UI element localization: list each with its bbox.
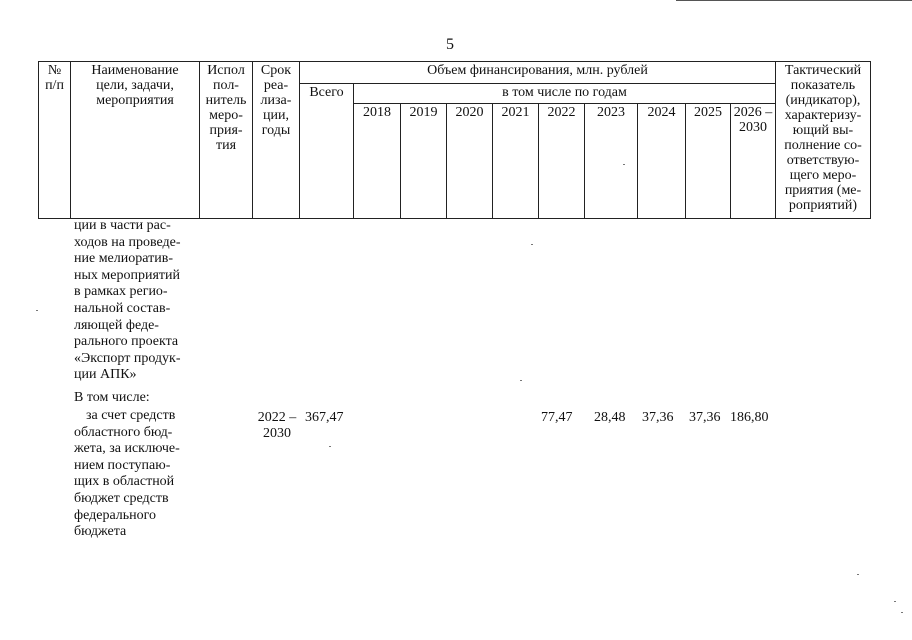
in-total-label: В том числе: — [74, 390, 150, 405]
col-total-header: Всего — [300, 84, 354, 219]
value-2023: 28,48 — [594, 410, 626, 425]
year-header: 2026 – 2030 — [731, 104, 776, 219]
top-rule-line — [676, 0, 912, 1]
col-by-years-header: в том числе по годам — [354, 84, 776, 104]
scan-speck — [623, 164, 625, 165]
year-header: 2025 — [686, 104, 731, 219]
year-header: 2023 — [585, 104, 638, 219]
year-header: 2018 — [354, 104, 401, 219]
year-header: 2024 — [638, 104, 686, 219]
continued-measure-text: ции в части рас- ходов на проведе- ние мелиоратив- ных мероприятий в рамках регио- нальной состав- ляющей феде- рального проекта «Экспорт продук- ции АПК» — [74, 218, 181, 383]
col-number-header: № п/п — [39, 62, 71, 219]
col-executor-header: Испол пол- нитель меро- прия- тия — [200, 62, 253, 219]
year-header: 2022 — [539, 104, 585, 219]
scan-speck — [36, 310, 38, 311]
col-term-header: Срок реа- лиза- ции, годы — [253, 62, 300, 219]
col-name-header: Наименование цели, задачи, мероприятия — [71, 62, 200, 219]
term-value: 2022 – 2030 — [257, 410, 297, 441]
scan-speck — [531, 244, 533, 245]
scan-speck — [520, 380, 522, 381]
regional-budget-text: за счет средств областного бюд- жета, за исключе- нием поступаю- щих в областной бюджет средств федерального бюджета — [74, 408, 180, 540]
col-funding-header: Объем финансирования, млн. рублей — [300, 62, 776, 84]
col-indicator-header: Тактический показатель (индикатор), характеризу- ющий вы- полнение со- ответствую- щего меро- приятия (ме- роприятий) — [776, 62, 871, 219]
scan-speck — [901, 612, 903, 613]
year-header: 2020 — [447, 104, 493, 219]
scan-speck — [894, 601, 896, 602]
value-2022: 77,47 — [541, 410, 573, 425]
year-header: 2019 — [401, 104, 447, 219]
scan-speck — [329, 446, 331, 447]
value-2026-2030: 186,80 — [730, 410, 769, 425]
page-number: 5 — [446, 36, 454, 53]
scan-speck — [857, 574, 859, 575]
total-value: 367,47 — [305, 410, 344, 425]
year-header: 2021 — [493, 104, 539, 219]
value-2025: 37,36 — [689, 410, 721, 425]
value-2024: 37,36 — [642, 410, 674, 425]
financing-table-header — [38, 61, 871, 219]
